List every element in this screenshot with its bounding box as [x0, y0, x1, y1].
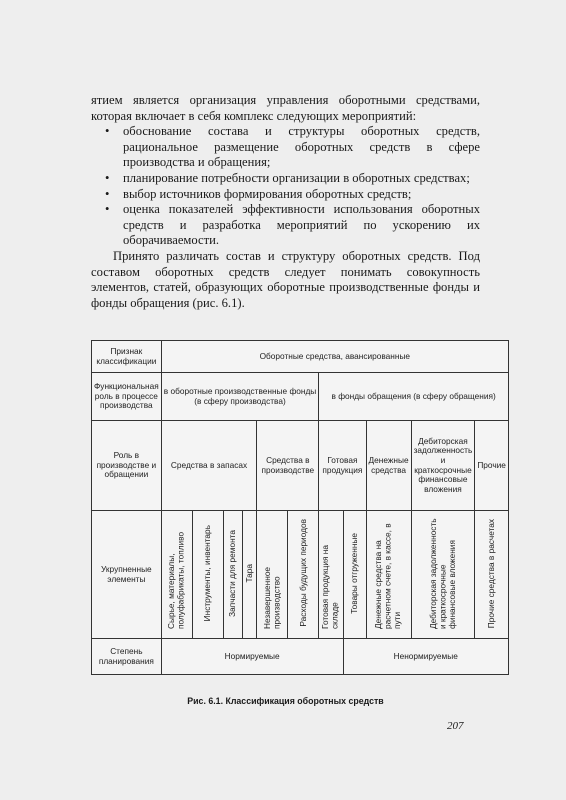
not-normed-cell: Ненормируемые [343, 639, 508, 675]
element-cell: Дебиторская задолженность и краткосрочные финансовые вложения [411, 511, 475, 639]
intro-paragraph: ятием является организация управления оборотными средствами, которая включает в себя комплекс следующих мероприятий: [91, 93, 480, 123]
element-cell: Готовая продукция на складе [319, 511, 343, 639]
bullet-marker: • [105, 124, 110, 139]
list-item: • оценка показателей эффективности использования оборотных средств и разработка мероприятий по ускорению их оборачиваемости. [105, 202, 480, 248]
element-cell: Запчасти для ремонта [223, 511, 242, 639]
bullet-marker: • [105, 170, 110, 185]
elements-label: Укрупненные элементы [92, 511, 162, 639]
element-cell: Инструменты, инвентарь [192, 511, 223, 639]
list-item: • выбор источников формирования оборотных средств; [105, 186, 412, 201]
role-label: Роль в производстве и обращении [92, 421, 162, 511]
element-cell: Тара [242, 511, 257, 639]
working-capital-header: Оборотные средства, авансированные [161, 341, 508, 373]
receivables-cell: Дебиторская задолженность и краткосрочные финансовые вложения [411, 421, 475, 511]
element-cell: Незавершенное производство [257, 511, 288, 639]
cash-cell: Денежные средства [366, 421, 411, 511]
element-cell: Денежные средства на расчетном счете, в кассе, в пути [366, 511, 411, 639]
page-number: 207 [447, 720, 464, 732]
list-item: • планирование потребности организации в оборотных средствах; [105, 170, 470, 185]
bullet-marker: • [105, 186, 110, 201]
normed-cell: Нормируемые [161, 639, 343, 675]
classification-table [91, 340, 509, 675]
element-cell: Прочие средства в расчетах [475, 511, 509, 639]
circulation-funds-cell: в фонды обращения (в сферу обращения) [319, 373, 509, 421]
production-funds-cell: в оборотные производственные фонды (в сферу производства) [161, 373, 319, 421]
element-cell: Расходы будущих периодов [288, 511, 319, 639]
composition-paragraph: Принято различать состав и структуру оборотных средств. Под составом оборотных средств следует понимать совокупность элементов, статей, образующих оборотные производственные фонды и фонды обращения (рис. 6.1). [91, 248, 480, 310]
element-cell: Товары отгруженные [343, 511, 366, 639]
list-item: • обоснование состава и структуры оборотных средств, рациональное размещение оборотных средств в сфере производства и обращения; [105, 124, 480, 170]
functional-role-label: Функциональная роль в процессе производства [92, 373, 162, 421]
other-cell: Прочие [475, 421, 509, 511]
stocks-cell: Средства в запасах [161, 421, 257, 511]
measures-list [91, 124, 480, 249]
planning-label: Степень планирования [92, 639, 162, 675]
criterion-header: Признак классификации [92, 341, 162, 373]
body-text [91, 93, 480, 311]
figure-caption: Рис. 6.1. Классификация оборотных средств [187, 696, 384, 706]
in-production-cell: Средства в производстве [257, 421, 319, 511]
element-cell: Сырье, материалы, полуфабрикаты, топливо [161, 511, 192, 639]
finished-goods-cell: Готовая продукция [319, 421, 366, 511]
bullet-marker: • [105, 202, 110, 217]
